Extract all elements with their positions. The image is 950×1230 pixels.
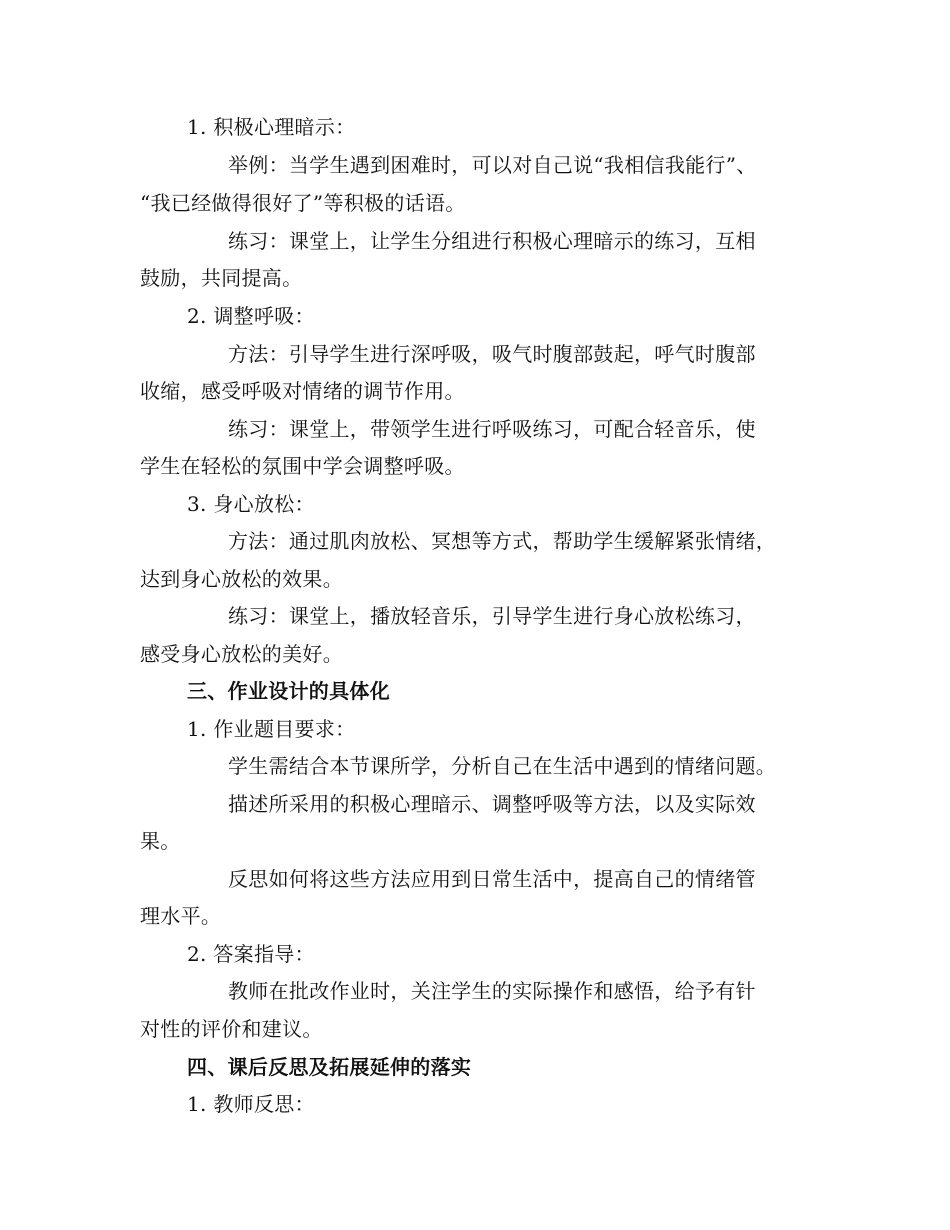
list-item-heading: 1. 积极心理暗示： xyxy=(187,115,356,139)
paragraph-line: 反思如何将这些方法应用到日常生活中，提高自己的情绪管 xyxy=(228,867,756,891)
paragraph-line: 练习：课堂上，带领学生进行呼吸练习，可配合轻音乐，使 xyxy=(228,417,756,441)
paragraph-line: 收缩，感受呼吸对情绪的调节作用。 xyxy=(140,379,465,403)
paragraph-line: 练习：课堂上，让学生分组进行积极心理暗示的练习，互相 xyxy=(228,229,756,253)
list-item-heading: 1. 作业题目要求： xyxy=(187,717,356,741)
list-item-heading: 3. 身心放松： xyxy=(187,492,315,516)
paragraph-line: 描述所采用的积极心理暗示、调整呼吸等方法，以及实际效 xyxy=(228,792,756,816)
paragraph-line: 方法：引导学生进行深呼吸，吸气时腹部鼓起，呼气时腹部 xyxy=(228,342,756,366)
paragraph-line: 教师在批改作业时，关注学生的实际操作和感悟，给予有针 xyxy=(228,979,756,1003)
list-item-heading: 1. 教师反思： xyxy=(187,1092,315,1116)
paragraph-line: 果。 xyxy=(140,829,181,853)
paragraph-line: 练习：课堂上，播放轻音乐，引导学生进行身心放松练习， xyxy=(228,604,756,628)
list-item-heading: 2. 调整呼吸： xyxy=(187,304,315,328)
paragraph-line: 对性的评价和建议。 xyxy=(140,1017,323,1041)
paragraph-line: 学生需结合本节课所学，分析自己在生活中遇到的情绪问题。 xyxy=(228,754,777,778)
paragraph-line: 感受身心放松的美好。 xyxy=(140,642,343,666)
list-item-heading: 2. 答案指导： xyxy=(187,942,315,966)
paragraph-line: 方法：通过肌肉放松、冥想等方式，帮助学生缓解紧张情绪， xyxy=(228,529,777,553)
paragraph-line: 鼓励，共同提高。 xyxy=(140,266,303,290)
section-heading: 四、课后反思及拓展延伸的落实 xyxy=(187,1055,472,1079)
paragraph-line: 举例：当学生遇到困难时，可以对自己说“我相信我能行”、 xyxy=(228,153,757,177)
paragraph-line: “我已经做得很好了”等积极的话语。 xyxy=(140,191,466,215)
paragraph-line: 达到身心放松的效果。 xyxy=(140,567,343,591)
paragraph-line: 理水平。 xyxy=(140,904,222,928)
section-heading: 三、作业设计的具体化 xyxy=(187,679,390,703)
paragraph-line: 学生在轻松的氛围中学会调整呼吸。 xyxy=(140,454,465,478)
